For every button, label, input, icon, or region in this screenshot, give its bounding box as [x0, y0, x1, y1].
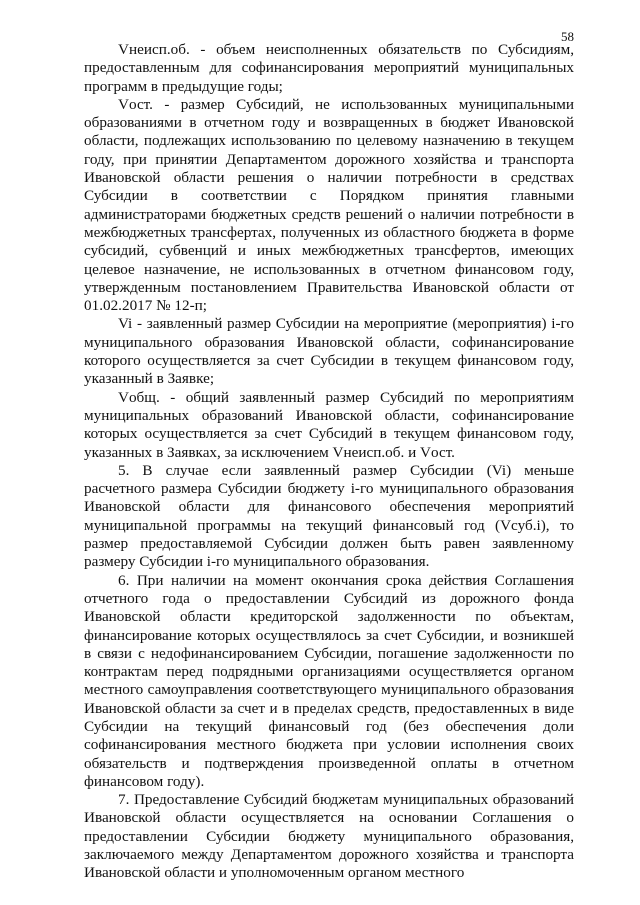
paragraph-v-total: Vобщ. - общий заявленный размер Субсидий по мероприятиям муниципальных образований Ивановской области, софинансирование которых осуществляется за счет Субсидий в текущем финансовом году, указанных в Заявках, за исключением Vнеисп.об. и Vост. [84, 388, 574, 461]
page-number: 58 [561, 29, 574, 44]
paragraph-vi-requested: Vi - заявленный размер Субсидии на мероприятие (мероприятия) i-го муниципального образования Ивановской области, софинансирование которого осуществляется за счет Субсидии в текущем финансовом году, указанный в Заявке; [84, 315, 574, 388]
document-body [84, 41, 574, 883]
paragraph-v-remaining: Vост. - размер Субсидий, не использованных муниципальными образованиями в отчетном году и возвращенных в бюджет Ивановской области, подлежащих использованию по целевому назначению в текущем году, при принятии Департаментом дорожного хозяйства и транспорта Ивановской области решения о наличии потребности в средствах Субсидии в соответствии с Порядком принятия главными администраторами бюджетных средств решений о наличии потребности в межбюджетных трансфертах, полученных из областного бюджета в форме субсидий, субвенций и иных межбюджетных трансфертов, имеющих целевое назначение, не использованных в отчетном финансовом году, утвержденным постановлением Правительства Ивановской области от 01.02.2017 № 12-п; [84, 95, 574, 315]
paragraph-item-6: 6. При наличии на момент окончания срока действия Соглашения отчетного года о предоставлении Субсидий из дорожного фонда Ивановской области кредиторской задолженности по объектам, финансирование которых осуществлялось за счет Субсидии, и возникшей в связи с недофинансированием Субсидии, погашение задолженности по контрактам перед подрядными организациями осуществляется органом местного самоуправления соответствующего муниципального образования Ивановской области за счет и в пределах средств, предоставленных в виде Субсидии на текущий финансовый год (без обеспечения доли софинансирования местного бюджета при условии исполнения своих обязательств и подтверждения произведенной оплаты в отчетном финансовом году). [84, 571, 574, 790]
paragraph-v-unfulfilled: Vнеисп.об. - объем неисполненных обязательств по Субсидиям, предоставленным для софинансирования мероприятий муниципальных программ в предыдущие годы; [84, 41, 574, 95]
paragraph-item-5: 5. В случае если заявленный размер Субсидии (Vi) меньше расчетного размера Субсидии бюджету i-го муниципального образования Ивановской области для финансового обеспечения мероприятий муниципальной программы на текущий финансовый год (Vсуб.i), то размер предоставляемой Субсидии должен быть равен заявленному размеру Субсидии i-го муниципального образования. [84, 461, 574, 571]
paragraph-item-7: 7. Предоставление Субсидий бюджетам муниципальных образований Ивановской области осуществляется на основании Соглашения о предоставлении Субсидии бюджету муниципального образования, заключаемого между Департаментом дорожного хозяйства и транспорта Ивановской области и уполномоченным органом местного [84, 791, 574, 882]
